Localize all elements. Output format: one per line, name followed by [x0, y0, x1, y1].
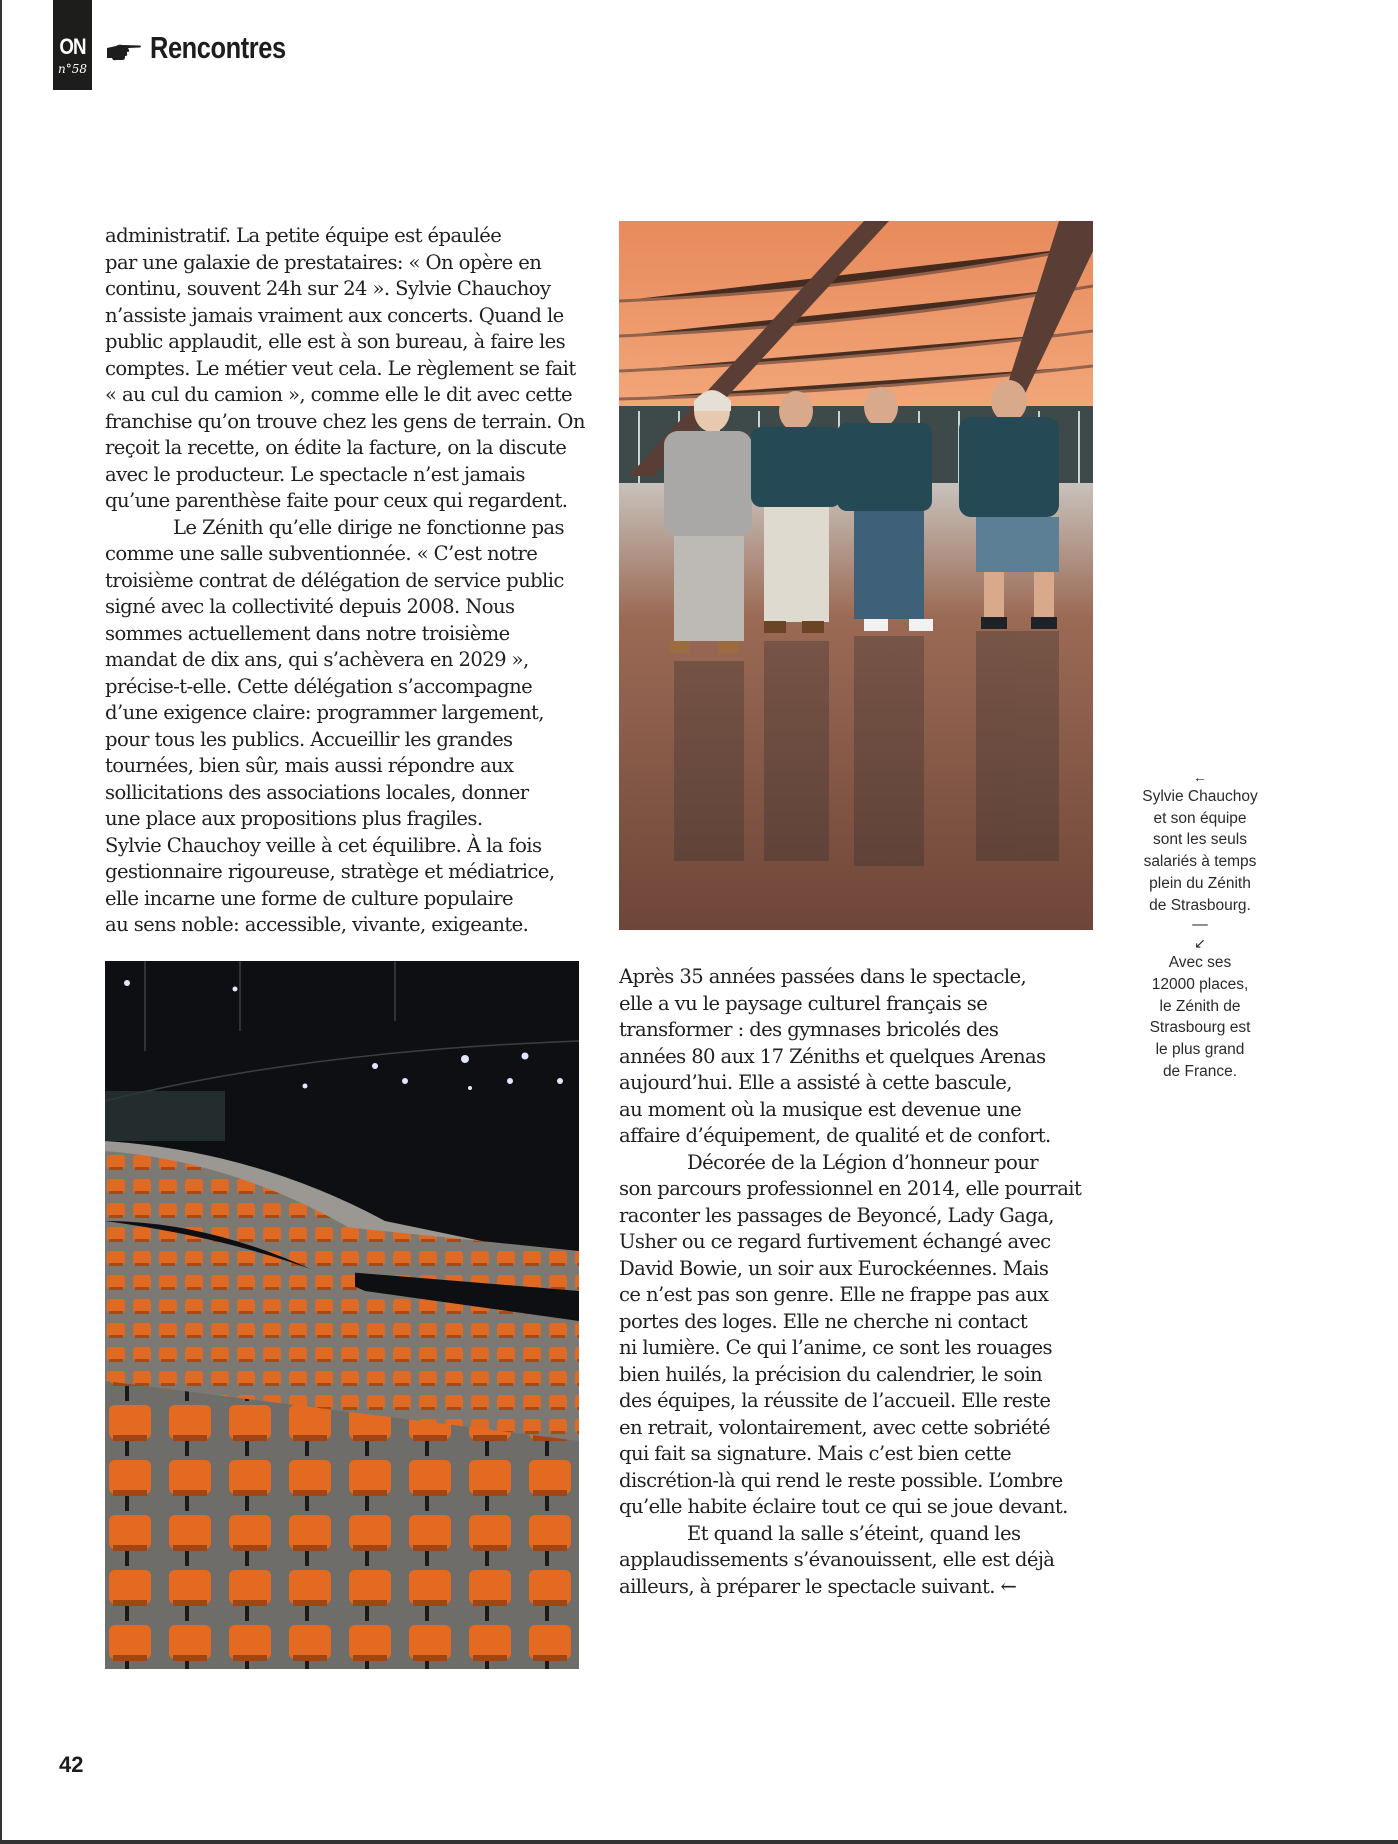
text-line: Usher ou ce regard furtivement échangé avec [619, 1230, 1051, 1253]
text-line: par une galaxie de prestataires: « On opère en [105, 250, 542, 274]
text-line: continu, souvent 24h sur 24 ». Sylvie Chauchoy [105, 277, 551, 300]
text-line: ni lumière. Ce qui l’anime, ce sont les rouages [619, 1336, 1052, 1359]
text-line: reçoit la recette, on édite la facture, on la discute [105, 436, 567, 459]
page-edge-bottom [0, 1840, 1398, 1844]
text-line: une place aux propositions plus fragiles. [105, 807, 483, 830]
issue-number: n°58 [58, 62, 87, 76]
photo-caption [1120, 768, 1280, 1082]
text-line: David Bowie, un soir aux Eurockéennes. Mais [619, 1256, 1049, 1280]
caption-line: 12000 places, [1151, 975, 1249, 993]
text-line: qu’une parenthèse faite pour ceux qui regardent. [105, 489, 568, 512]
text-line: au sens noble: accessible, vivante, exigeante. [105, 913, 529, 936]
text-line: applaudissements s’évanouissent, elle est déjà [619, 1548, 1055, 1571]
text-line: qui fait sa signature. Mais c’est bien cette [619, 1442, 1012, 1465]
caption-line: Avec ses [1168, 954, 1232, 972]
caption-line: et son équipe [1153, 809, 1247, 827]
arena-photo-illustration [105, 961, 579, 1669]
text-line: affaire d’équipement, de qualité et de confort. [619, 1124, 1051, 1147]
section-title: Rencontres [150, 30, 286, 65]
text-line: son parcours professionnel en 2014, elle pourrait [619, 1177, 1082, 1200]
text-line: mandat de dix ans, qui s’achèvera en 2029 », [105, 648, 529, 671]
caption-line: sont les seuls [1153, 831, 1247, 849]
caption-line: salariés à temps [1143, 853, 1257, 871]
caption-line: de Strasbourg. [1149, 896, 1251, 914]
text-line: gestionnaire rigoureuse, stratège et médiatrice, [105, 860, 555, 883]
paragraph-start-line: Le Zénith qu’elle dirige ne fonctionne pas [173, 515, 564, 539]
text-line: en retrait, volontairement, avec cette sobriété [619, 1415, 1050, 1439]
text-line: discrétion-là qui rend le reste possible. L’ombre [619, 1468, 1063, 1492]
text-line: troisième contrat de délégation de service public [105, 568, 564, 592]
text-line: n’assiste jamais vraiment aux concerts. Quand le [105, 303, 564, 327]
arrow-left-icon: ← [1193, 769, 1207, 785]
text-line: aujourd’hui. Elle a assisté à cette bascule, [619, 1071, 1012, 1094]
caption-line: de France. [1162, 1062, 1238, 1080]
caption-line: le plus grand [1155, 1041, 1245, 1059]
text-line: Après 35 années passées dans le spectacle, [619, 965, 1027, 988]
logo-mark: ON [59, 34, 86, 59]
text-line: raconter les passages de Beyoncé, Lady Gaga, [619, 1203, 1054, 1227]
text-line: pour tous les publics. Accueillir les grandes [105, 727, 513, 751]
caption-line: plein du Zénith [1149, 874, 1251, 892]
text-line: Sylvie Chauchoy veille à cet équilibre. À la fois [105, 833, 542, 857]
caption-line: Strasbourg est [1149, 1019, 1251, 1037]
caption-line: Sylvie Chauchoy [1142, 788, 1258, 805]
text-line: comme une salle subventionnée. « C’est notre [105, 542, 538, 565]
text-line: portes des loges. Elle ne cherche ni contact [619, 1309, 1028, 1333]
arena-photo [105, 961, 579, 1669]
text-line: au moment où la musique est devenue une [619, 1097, 1022, 1121]
caption-separator: — [1192, 916, 1208, 934]
text-line: bien huilés, la précision du calendrier, le soin [619, 1362, 1043, 1386]
text-line: qu’elle habite éclaire tout ce qui se joue devant. [619, 1495, 1068, 1518]
page-edge-left [0, 0, 2, 1844]
page-number: 42 [59, 1752, 84, 1777]
text-line: années 80 aux 17 Zéniths et quelques Arenas [619, 1044, 1046, 1068]
text-line: signé avec la collectivité depuis 2008. Nous [105, 595, 515, 618]
article-column-left [105, 223, 585, 939]
text-line: précise-t-elle. Cette délégation s’accompagne [105, 674, 533, 698]
text-line: « au cul du camion », comme elle le dit avec cette [105, 383, 572, 406]
text-line: administratif. La petite équipe est épaulée [105, 224, 502, 247]
text-line: des équipes, la réussite de l’accueil. Elle reste [619, 1389, 1051, 1412]
arrow-down-left-icon: ↙ [1194, 935, 1206, 952]
pointing-hand-icon [107, 41, 142, 62]
text-line: tournées, bien sûr, mais aussi répondre aux [105, 754, 514, 777]
text-line: avec le producteur. Le spectacle n’est jamais [105, 462, 525, 486]
text-line: sollicitations des associations locales, donner [105, 780, 529, 804]
article-column-right [619, 964, 1099, 1600]
paragraph-start-line: Décorée de la Légion d’honneur pour [687, 1150, 1039, 1174]
text-line: d’une exigence claire: programmer largement, [105, 701, 544, 724]
paragraph-start-line: Et quand la salle s’éteint, quand les [687, 1521, 1021, 1545]
team-photo-illustration [619, 221, 1093, 930]
text-line: public applaudit, elle est à son bureau, à faire les [105, 330, 566, 353]
text-line: franchise qu’on trouve chez les gens de terrain. On [105, 409, 585, 433]
text-line: elle incarne une forme de culture populaire [105, 886, 513, 910]
text-line: ce n’est pas son genre. Elle ne frappe pas aux [619, 1283, 1049, 1306]
team-photo [619, 221, 1093, 930]
text-line: transformer : des gymnases bricolés des [619, 1018, 999, 1041]
text-line: ailleurs, à préparer le spectacle suivant. ← [619, 1574, 1017, 1598]
text-line: comptes. Le métier veut cela. Le règlement se fait [105, 356, 576, 380]
text-line: elle a vu le paysage culturel français se [619, 991, 988, 1015]
text-line: sommes actuellement dans notre troisième [105, 621, 510, 645]
caption-line: le Zénith de [1159, 997, 1241, 1015]
magazine-logo [53, 0, 92, 90]
